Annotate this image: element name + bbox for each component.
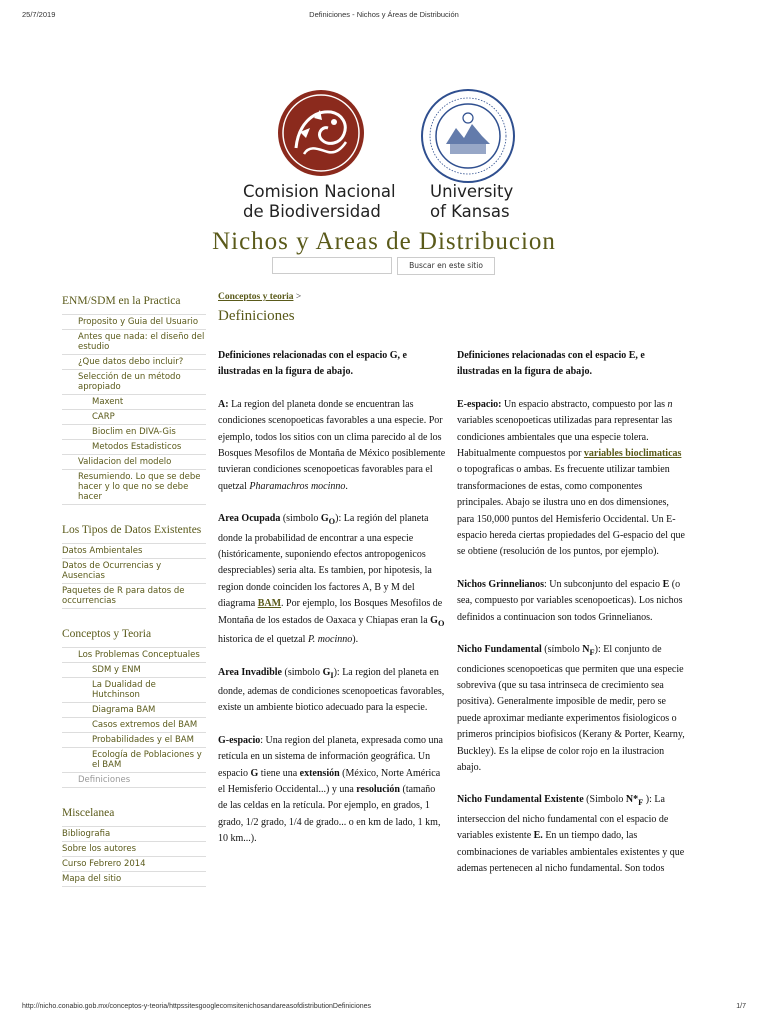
sidebar-item[interactable]: CARP — [62, 410, 206, 425]
definitions-g-column — [218, 348, 446, 864]
sidebar-item[interactable]: Diagrama BAM — [62, 703, 206, 718]
sidebar-section-list — [62, 543, 206, 609]
print-date: 25/7/2019 — [22, 10, 56, 19]
sidebar-item[interactable]: Los Problemas Conceptuales — [62, 648, 206, 663]
sidebar-section-title[interactable]: ENM/SDM en la Practica — [62, 295, 181, 307]
print-title: Definiciones - Nichos y Áreas de Distribución — [309, 10, 459, 19]
sidebar-item[interactable]: Antes que nada: el diseño del estudio — [62, 330, 206, 355]
sidebar-item[interactable]: Datos de Ocurrencias y Ausencias — [62, 559, 206, 584]
breadcrumb-link[interactable]: Conceptos y teoria — [218, 292, 294, 302]
bam-link[interactable]: BAM — [257, 598, 282, 610]
site-title[interactable]: Nichos y Areas de Distribucion — [212, 228, 556, 255]
sidebar-item[interactable]: Selección de un método apropiado — [62, 370, 206, 395]
sidebar-item[interactable]: ¿Que datos debo incluir? — [62, 355, 206, 370]
sidebar-item[interactable]: Resumiendo. Lo que se debe hacer y lo que no se debe hacer — [62, 470, 206, 505]
intro-e: Definiciones relacionadas con el espacio E, e ilustradas en la figura de abajo. — [457, 350, 645, 378]
sidebar-item[interactable]: Curso Febrero 2014 — [62, 857, 206, 872]
sidebar-item[interactable]: Mapa del sitio — [62, 872, 206, 887]
print-url: http://nicho.conabio.gob.mx/conceptos-y-teoria/httpssitesgooglecomsitenichosandareasofdistributionDefiniciones — [22, 1003, 372, 1010]
search-button[interactable]: Buscar en este sitio — [397, 257, 495, 275]
sidebar-item[interactable]: Maxent — [62, 395, 206, 410]
def-area-ocupada: Area Ocupada (simbolo $G_O$): La región del planeta donde la probabilidad de encontrar a una especie (históricamente, suponiendo efectos antropogenicos despreciables) seria alta. Es tambien, por hipotesis, la region donde coinciden los factores A, B y M del diagrama BAM. Por ejemplo, los Bosques Mesofilos de Montaña de los estados de Oaxaca y Chiapas eran la $G_O$ historica de el quetzal P. mocinno). — [218, 513, 445, 646]
sidebar-item[interactable]: Definiciones — [62, 773, 206, 788]
def-nicho-fundamental-existente: Nicho Fundamental Existente (Simbolo $N*_F$ ): La interseccion del nicho fundamental con el espacio de variables existente E. En un tiempo dado, las combinaciones de variables ambientales existentes y que ademas pertenecen al nicho fundamental. Son todos — [457, 794, 685, 874]
sidebar-item[interactable]: Datos Ambientales — [62, 544, 206, 559]
sidebar-item[interactable]: SDM y ENM — [62, 663, 206, 678]
conabio-logo — [276, 88, 366, 178]
sidebar-item[interactable]: Paquetes de R para datos de occurrencias — [62, 584, 206, 609]
search-input[interactable] — [272, 257, 392, 274]
sidebar-section-list — [62, 826, 206, 887]
sidebar-section-list — [62, 314, 206, 505]
sidebar-nav — [62, 292, 206, 887]
kansas-seal — [420, 88, 516, 184]
header-logos — [0, 88, 768, 228]
sidebar-item[interactable]: Casos extremos del BAM — [62, 718, 206, 733]
institution-kansas: University of Kansas — [430, 182, 514, 221]
intro-g: Definiciones relacionadas con el espacio G, e ilustradas en la figura de abajo. — [218, 350, 407, 378]
def-nicho-fundamental: Nicho Fundamental (símbolo $N_F$): El conjunto de condiciones scenopoeticas que permiten que una especie sobreviva (que su tasa intrinseca de crecimiento sea positiva). Generalmente imposible de medir, pero se puede aproximar mediante experimentos fisiologicos o primeros principios biofisicos (Kerany & Porter, Kearny, Buckley). Es la elipse de color rojo en la ilustracion abajo. — [457, 644, 685, 773]
sidebar-item[interactable]: Validacion del modelo — [62, 455, 206, 470]
def-g-espacio: G-espacio: Una region del planeta, expresada como una retícula en un sistema de información geográfica. Un espacio G tiene una extensión (México, Norte América el Hemisferio Occidental...) y una resolución (tamaño de las celdas en la retícula. Por ejemplo, en grados, 1 grado, 1/2 grado, 1/4 de grado... o en km de lado, 1 km, 10 km...). — [218, 734, 443, 845]
sidebar-item[interactable]: Probabilidades y el BAM — [62, 733, 206, 748]
main-content — [218, 292, 704, 874]
definitions-e-column — [457, 348, 685, 893]
def-a: A: La region del planeta donde se encuentran las condiciones scenopoeticas favorables a una especie. Por ejemplo, todos los sitios con un clima parecido al de los Bosques Mesofilos de Montaña de México posiblemente tuvieran condiciones scenopoeticas favorables para el quetzal Pharamachros mocinno. — [218, 398, 446, 492]
institution-conabio: Comision Nacional de Biodiversidad — [243, 182, 396, 221]
sidebar-item[interactable]: Proposito y Guia del Usuario — [62, 315, 206, 330]
sidebar-item[interactable]: Ecología de Poblaciones y el BAM — [62, 748, 206, 773]
sidebar-section-title[interactable]: Conceptos y Teoria — [62, 628, 152, 640]
print-page: 1/7 — [736, 1003, 746, 1010]
print-footer — [22, 1003, 746, 1010]
def-area-invadible: Area Invadible (simbolo $G_I$): La region del planeta en donde, ademas de condiciones scenopoeticas favorables, existe un ambiente biotico adecuado para la especie. — [218, 666, 445, 714]
def-nichos-grinnelianos: Nichos Grinnelianos: Un subconjunto del espacio E (o sea, compuesto por variables scenopoeticas). Los nichos definidos a continuacion son todos Grinnelianos. — [457, 578, 683, 623]
sidebar-item[interactable]: Bibliografia — [62, 827, 206, 842]
breadcrumb: Conceptos y teoria > — [218, 292, 302, 302]
sidebar-item[interactable]: Sobre los autores — [62, 842, 206, 857]
variables-bioclimaticas-link[interactable]: variables bioclimaticas — [583, 448, 682, 460]
sidebar-section-list — [62, 647, 206, 788]
def-e-espacio: E-espacio: Un espacio abstracto, compuesto por las n variables scenopoeticas utilizadas para representar las condiciones ambientales que una especie tolera. Habitualmente compuestos por variables bioclimaticas o topograficas o ambas. Es frecuente utilizar tambien transformaciones de estas, como componentes principales. Abajo se ilustra uno en dos dimensiones, para 150,000 puntos del Hemisferio Occidental. Un E-espacio hereda ciertas propiedades del G-espacio del que se obtiene (resolución de los puntos, por ejemplo). — [457, 398, 685, 558]
sidebar-item[interactable]: Bioclim en DIVA-Gis — [62, 425, 206, 440]
sidebar-section-title[interactable]: Los Tipos de Datos Existentes — [62, 524, 202, 536]
sidebar-item[interactable]: Metodos Estadisticos — [62, 440, 206, 455]
sidebar-item[interactable]: La Dualidad de Hutchinson — [62, 678, 206, 703]
sidebar-section-title[interactable]: Miscelanea — [62, 807, 115, 819]
page-title: Definiciones — [218, 308, 295, 324]
